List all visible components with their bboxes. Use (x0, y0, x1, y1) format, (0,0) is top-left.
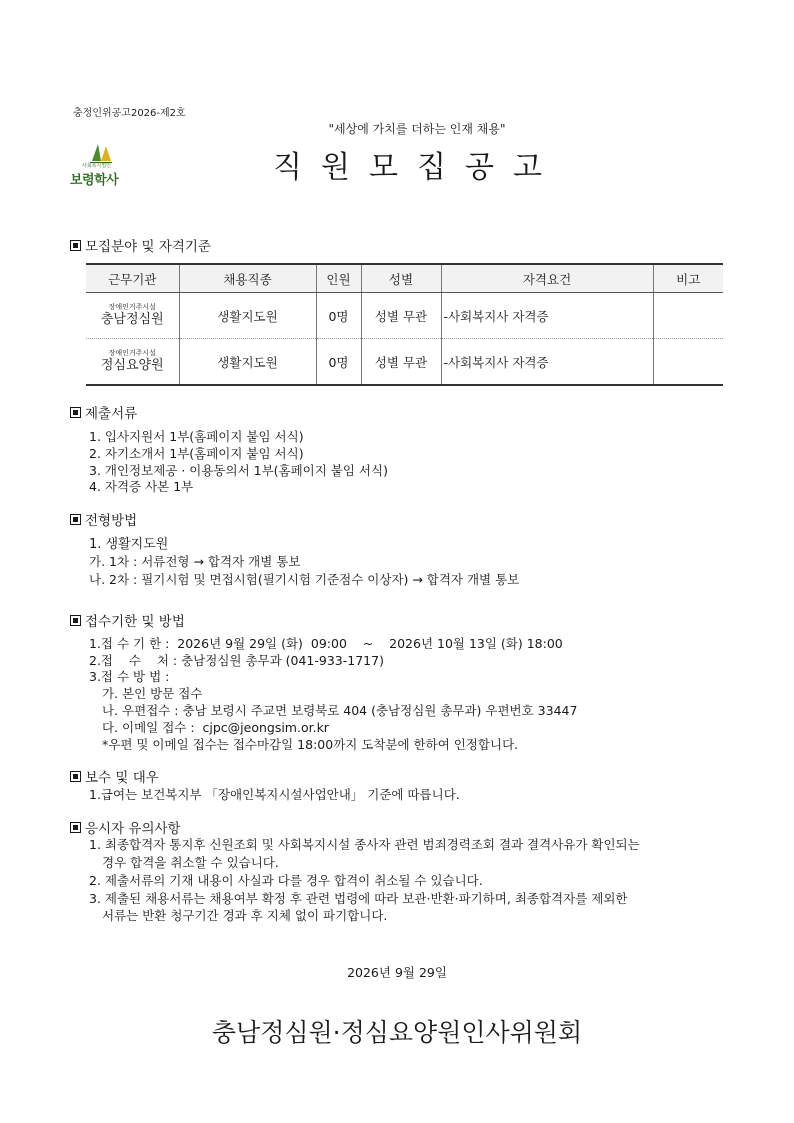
table-row (86, 293, 723, 339)
application-method-label: 3.접 수 방 법 : (89, 669, 170, 684)
column-header: 인원 (316, 264, 361, 293)
selection-subheading: 1. 생활지도원 (89, 537, 169, 552)
list-item: 1. 입사지원서 1부(홈페이지 붙임 서식) (89, 429, 304, 444)
list-item: 4. 자격증 사본 1부 (89, 479, 194, 494)
logo-mark-icon (70, 142, 134, 164)
column-header: 채용직종 (179, 264, 316, 293)
list-item: 가. 1차 : 서류전형 → 합격자 개별 통보 (89, 554, 301, 569)
column-header: 성별 (361, 264, 441, 293)
section-marker-icon (70, 407, 81, 418)
column-header: 비고 (653, 264, 723, 293)
section-marker-icon (70, 615, 81, 626)
section-marker-icon (70, 822, 81, 833)
application-period: 1.접 수 기 한 : 2026년 9월 29일 (화) 09:00 ~ 2026년 10월 13일 (화) 18:00 (89, 636, 563, 651)
list-item-continuation: 서류는 반환 청구기간 경과 후 지체 없이 파기합니다. (102, 908, 388, 923)
recruitment-table (86, 263, 723, 386)
section-heading-application: 접수기한 및 방법 (70, 610, 185, 630)
gender-cell: 성별 무관 (361, 339, 441, 386)
section-heading-compensation: 보수 및 대우 (70, 766, 159, 786)
note-cell (653, 339, 723, 386)
qualification-cell: -사회복지사 자격증 (441, 339, 653, 386)
job-cell: 생활지도원 (179, 293, 316, 339)
list-item: 나. 우편접수 : 충남 보령시 주교면 보령북로 404 (충남정심원 총무과) 우편번호 33447 (102, 703, 578, 718)
section-heading-notice: 응시자 유의사항 (70, 817, 181, 837)
column-header: 자격요건 (441, 264, 653, 293)
list-item: 3. 제출된 채용서류는 채용여부 확정 후 관련 법령에 따라 보관·반환·파기하며, 최종합격자를 제외한 (89, 891, 628, 906)
logo (70, 142, 134, 188)
list-item: 1. 최종합격자 통지후 신원조회 및 사회복지시설 종사자 관련 범죄경력조회 결과 결격사유가 확인되는 (89, 837, 640, 852)
announcement-date: 2026년 9월 29일 (347, 965, 447, 980)
application-note: *우편 및 이메일 접수는 접수마감일 18:00까지 도착분에 한하여 인정합니다. (102, 737, 519, 752)
count-cell: 0명 (316, 293, 361, 339)
section-marker-icon (70, 240, 81, 251)
list-item: 나. 2차 : 필기시험 및 면접시험(필기시험 기준점수 이상자) → 합격자 개별 통보 (89, 572, 520, 587)
application-office: 2.접 수 처 : 충남정심원 총무과 (041-933-1717) (89, 653, 384, 668)
qualification-cell: -사회복지사 자격증 (441, 293, 653, 339)
note-cell (653, 293, 723, 339)
list-item: 가. 본인 방문 접수 (102, 686, 203, 701)
list-item: 1.급여는 보건복지부 「장애인복지시설사업안내」 기준에 따릅니다. (89, 787, 460, 802)
facility-cell: 장애인거주시설 충남정심원 (86, 293, 179, 339)
committee-signature: 충남정심원·정심요양원인사위원회 (211, 1018, 583, 1047)
list-item: 2. 제출서류의 기재 내용이 사실과 다를 경우 합격이 취소될 수 있습니다. (89, 873, 483, 888)
table-header-row (86, 264, 723, 293)
logo-name: 보령학사 (70, 173, 119, 188)
section-marker-icon (70, 514, 81, 525)
section-marker-icon (70, 771, 81, 782)
list-item: 3. 개인정보제공 · 이용동의서 1부(홈페이지 붙임 서식) (89, 463, 388, 478)
section-heading-selection: 전형방법 (70, 509, 137, 529)
doc-number: 충정인위공고2026-제2호 (73, 108, 186, 119)
gender-cell: 성별 무관 (361, 293, 441, 339)
section-heading-recruitment: 모집분야 및 자격기준 (70, 235, 211, 255)
slogan: "세상에 가치를 더하는 인재 채용" (328, 122, 506, 136)
list-item: 2. 자기소개서 1부(홈페이지 붙임 서식) (89, 446, 304, 461)
email-application: 다. 이메일 접수 : cjpc@jeongsim.or.kr (102, 720, 329, 735)
column-header: 근무기관 (86, 264, 179, 293)
table-row (86, 339, 723, 386)
section-heading-documents: 제출서류 (70, 402, 137, 422)
facility-cell: 장애인거주시설 정심요양원 (86, 339, 179, 386)
logo-subtitle: 사회복지법인 (82, 163, 111, 169)
job-cell: 생활지도원 (179, 339, 316, 386)
page-title: 직원모집공고 (273, 150, 561, 185)
list-item-continuation: 경우 합격을 취소할 수 있습니다. (102, 855, 279, 870)
count-cell: 0명 (316, 339, 361, 386)
